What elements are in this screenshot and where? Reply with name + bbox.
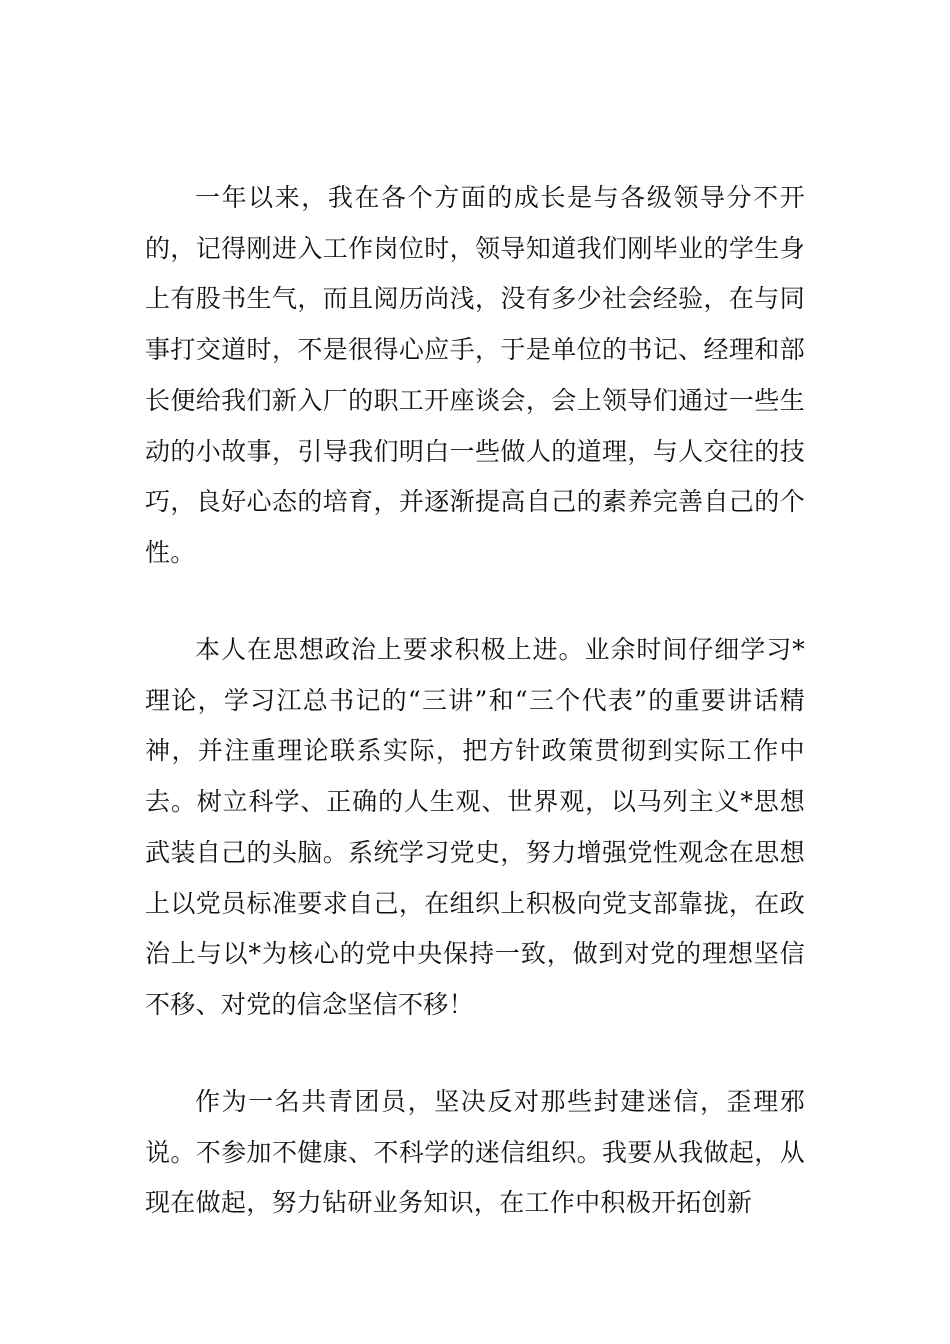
paragraph-political-thought: 本人在思想政治上要求积极上进。业余时间仔细学习*理论，学习江总书记的“三讲”和“三个代表”的重要讲话精神，并注重理论联系实际，把方针政策贯彻到实际工作中去。树立科学、正确的人生观、世界观，以马列主义*思想武装自己的头脑。系统学习党史，努力增强党性观念在思想上以党员标准要求自己，在组织上积极向党支部靠拢，在政治上与以*为核心的党中央保持一致，做到对党的理想坚信不移、对党的信念坚信不移！ <box>145 635 805 1019</box>
paragraph-growth: 一年以来，我在各个方面的成长是与各级领导分不开的，记得刚进入工作岗位时，领导知道我们刚毕业的学生身上有股书生气，而且阅历尚浅，没有多少社会经验，在与同事打交道时，不是很得心应手，于是单位的书记、经理和部长便给我们新入厂的职工开座谈会，会上领导们通过一些生动的小故事，引导我们明白一些做人的道理，与人交往的技巧，良好心态的培育，并逐渐提高自己的素养完善自己的个性。 <box>145 183 805 567</box>
paragraph-youth-league: 作为一名共青团员，坚决反对那些封建迷信，歪理邪说。不参加不健康、不科学的迷信组织。我要从我做起，从现在做起，努力钻研业务知识，在工作中积极开拓创新 <box>145 1087 805 1218</box>
